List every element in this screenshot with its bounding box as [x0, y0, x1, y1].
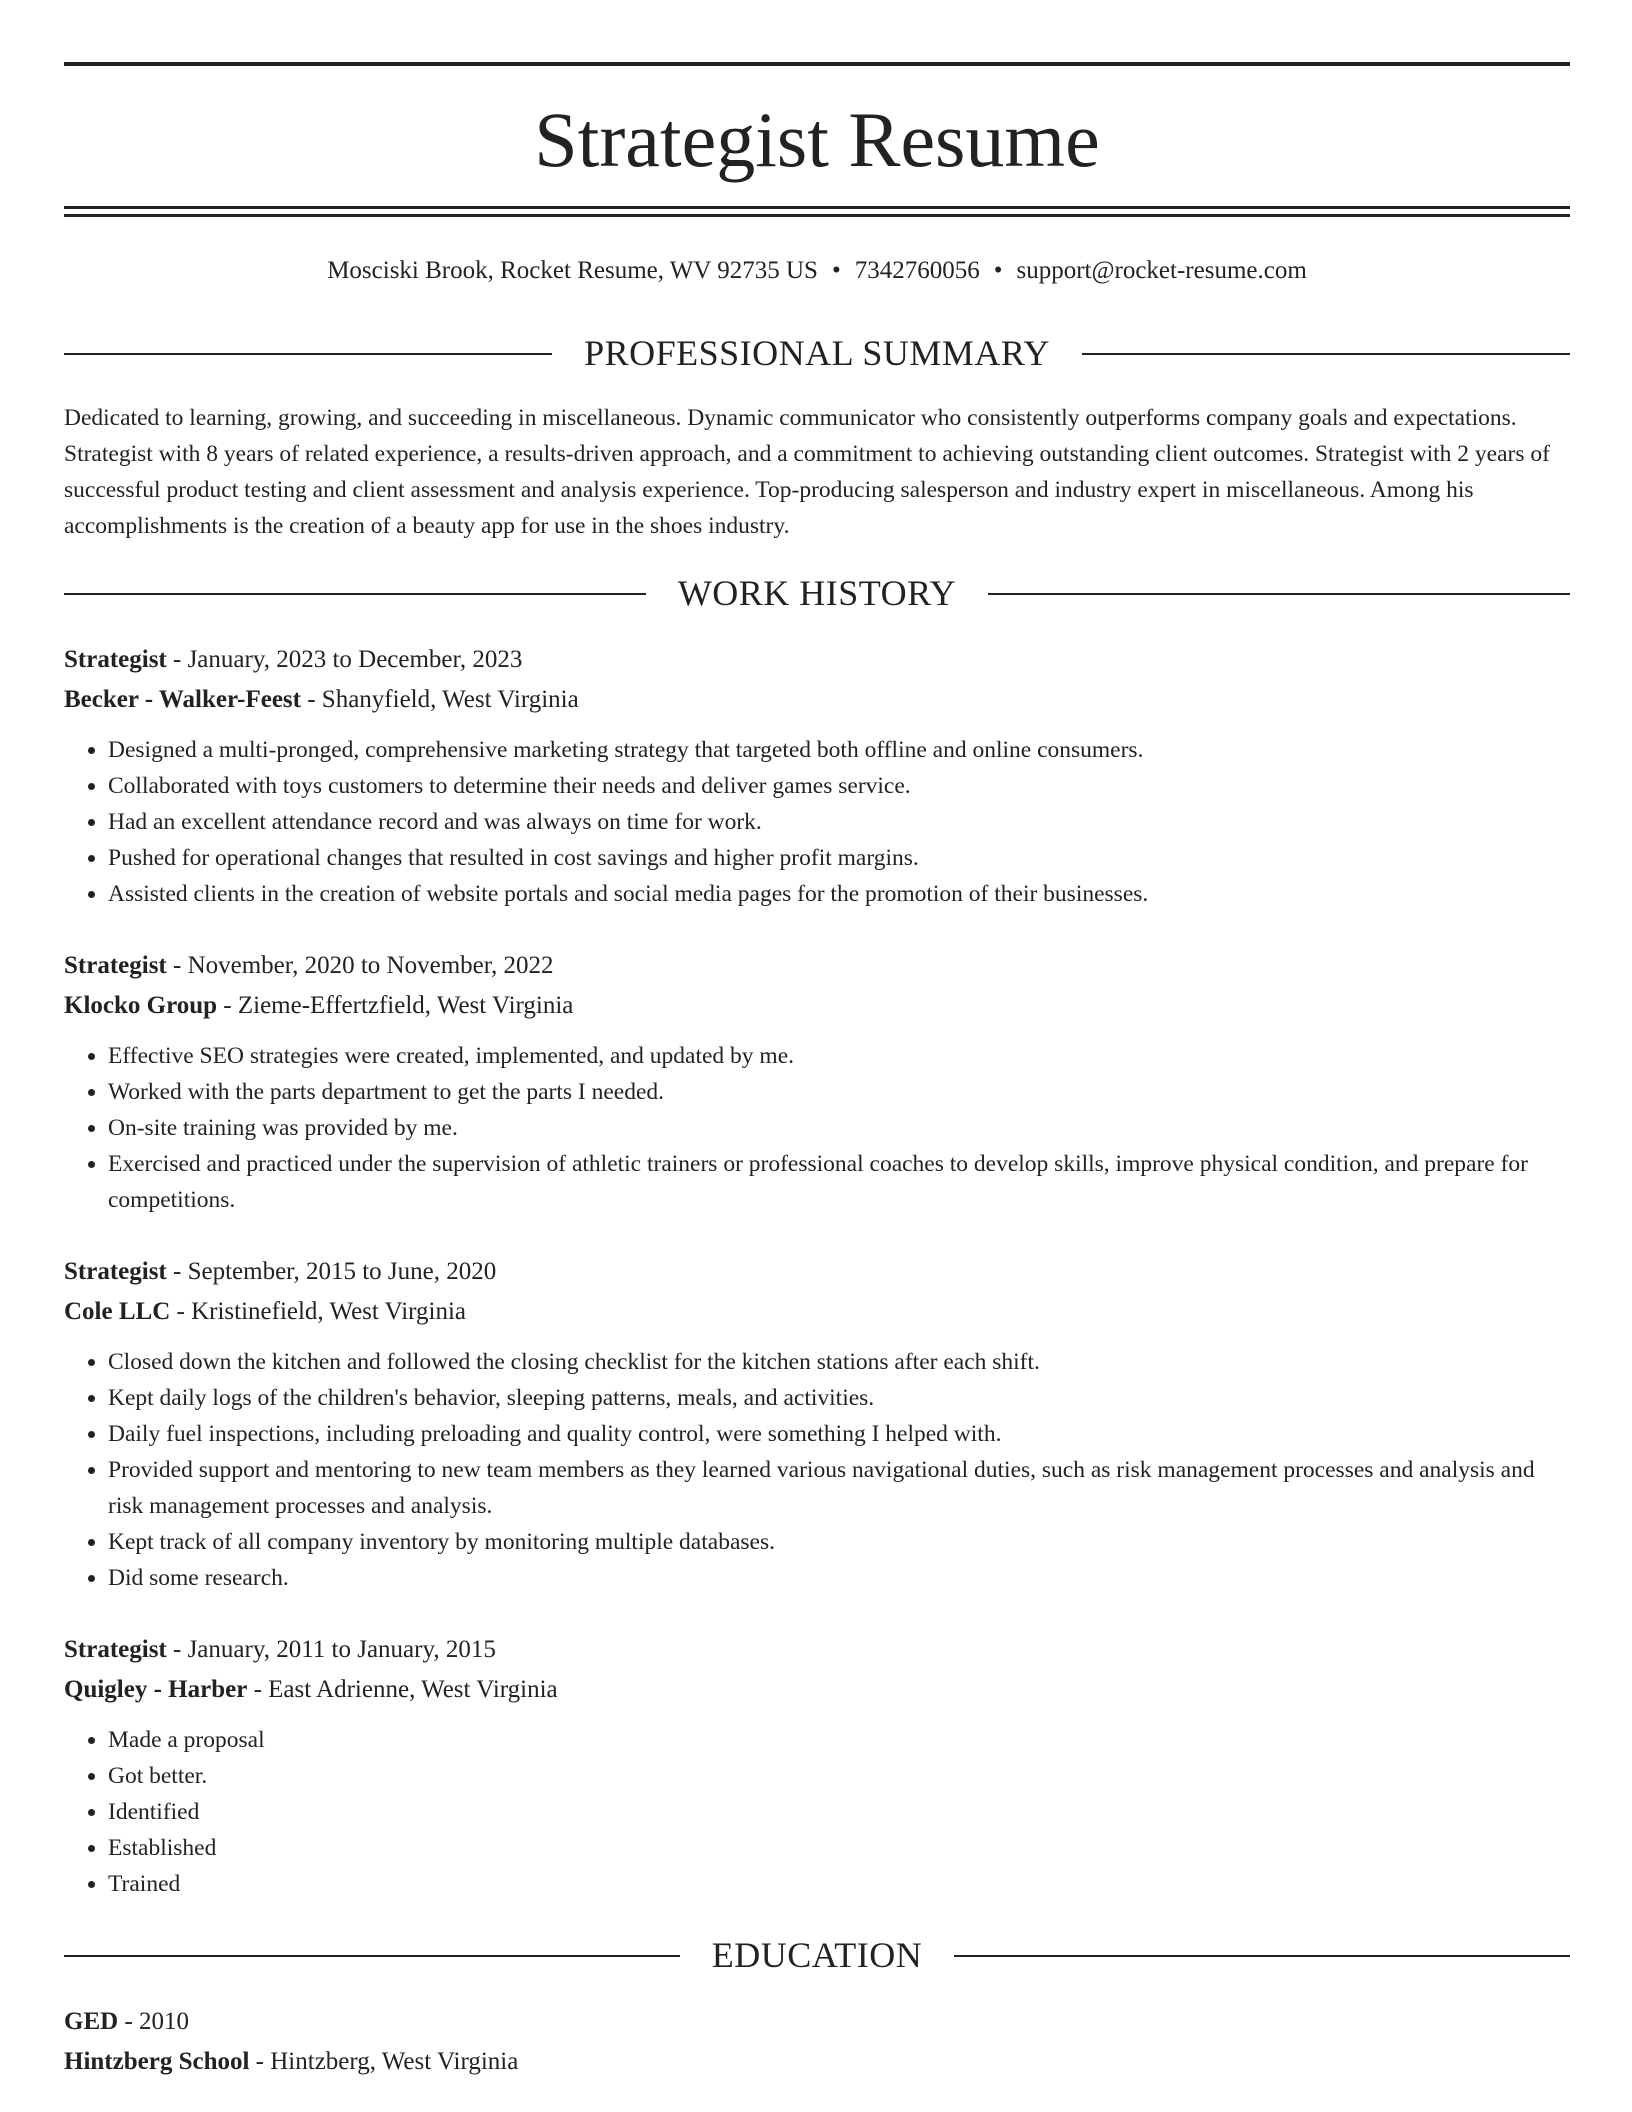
job-title: Strategist — [64, 1258, 167, 1285]
title-rule-lower — [64, 214, 1570, 217]
education-entry — [64, 2002, 1570, 2082]
list-item: • Made a proposal — [108, 1722, 1570, 1758]
list-item: • Kept daily logs of the children's behavior, sleeping patterns, meals, and activities. — [108, 1380, 1570, 1416]
top-rule — [64, 62, 1570, 66]
education-location: - Hintzberg, West Virginia — [249, 2048, 519, 2075]
job-location: - Zieme-Effertzfield, West Virginia — [217, 992, 574, 1019]
contact-separator: • — [831, 257, 841, 284]
job-entry — [64, 1630, 1570, 1902]
job-company: Becker - Walker-Feest — [64, 686, 301, 713]
education-heading: EDUCATION — [680, 1935, 954, 1975]
list-item: • Got better. — [108, 1758, 1570, 1794]
list-item: • Exercised and practiced under the supervision of athletic trainers or professional coaches to develop skills, improve physical condition, and prepare for competitions. — [108, 1146, 1570, 1218]
list-item: • Kept track of all company inventory by monitoring multiple databases. — [108, 1524, 1570, 1560]
summary-heading: PROFESSIONAL SUMMARY — [552, 333, 1082, 373]
list-item: • Established — [108, 1830, 1570, 1866]
job-company: Cole LLC — [64, 1298, 171, 1325]
list-item: • Had an excellent attendance record and was always on time for work. — [108, 804, 1570, 840]
list-item: • Identified — [108, 1794, 1570, 1830]
summary-section-heading — [64, 331, 1570, 375]
education-year: - 2010 — [118, 2008, 190, 2035]
job-company: Klocko Group — [64, 992, 218, 1019]
education-section-heading — [64, 1933, 1570, 1977]
list-item: • Daily fuel inspections, including preloading and quality control, were something I helped with. — [108, 1416, 1570, 1452]
job-dates: - January, 2023 to December, 2023 — [166, 646, 523, 673]
job-entry — [64, 640, 1570, 912]
job-entry — [64, 1252, 1570, 1596]
job-entry — [64, 946, 1570, 1218]
education-school: Hintzberg School — [64, 2048, 250, 2075]
work-heading: WORK HISTORY — [646, 573, 988, 613]
job-title: Strategist — [64, 952, 167, 979]
list-item: • Assisted clients in the creation of website portals and social media pages for the promotion of their businesses. — [108, 876, 1570, 912]
job-bullets — [64, 732, 1570, 912]
job-bullets — [64, 1344, 1570, 1596]
list-item: • Did some research. — [108, 1560, 1570, 1596]
contact-separator: • — [993, 257, 1003, 284]
job-bullets — [64, 1038, 1570, 1218]
contact-email: support@rocket-resume.com — [1016, 257, 1307, 284]
list-item: • Collaborated with toys customers to determine their needs and deliver games service. — [108, 768, 1570, 804]
job-title: Strategist — [64, 646, 167, 673]
list-item: • Designed a multi-pronged, comprehensive marketing strategy that targeted both offline and online consumers. — [108, 732, 1570, 768]
list-item: • Worked with the parts department to get the parts I needed. — [108, 1074, 1570, 1110]
job-location: - Kristinefield, West Virginia — [170, 1298, 467, 1325]
list-item: • On-site training was provided by me. — [108, 1110, 1570, 1146]
contact-address: Mosciski Brook, Rocket Resume, WV 92735 US — [327, 257, 818, 284]
job-dates: - January, 2011 to January, 2015 — [166, 1636, 496, 1663]
job-dates: - November, 2020 to November, 2022 — [166, 952, 554, 979]
list-item: • Effective SEO strategies were created, implemented, and updated by me. — [108, 1038, 1570, 1074]
education-degree: GED — [64, 2008, 119, 2035]
job-bullets — [64, 1722, 1570, 1902]
job-location: - Shanyfield, West Virginia — [300, 686, 579, 713]
job-location: - East Adrienne, West Virginia — [247, 1676, 558, 1703]
job-dates: - September, 2015 to June, 2020 — [166, 1258, 497, 1285]
job-company: Quigley - Harber — [64, 1676, 248, 1703]
summary-text: Dedicated to learning, growing, and succeeding in miscellaneous. Dynamic communicator who consistently outperforms company goals and expectations. Strategist with 8 years of related experience, a results-driven approach, and a commitment to achieving outstanding client outcomes. Strategist with 2 years of successful product testing and client assessment and analysis experience. Top-producing salesperson and industry expert in miscellaneous. Among his accomplishments is the creation of a beauty app for use in the shoes industry. — [64, 405, 1550, 539]
job-title: Strategist — [64, 1636, 167, 1663]
list-item: • Pushed for operational changes that resulted in cost savings and higher profit margins. — [108, 840, 1570, 876]
contact-line — [64, 254, 1570, 288]
contact-phone: 7342760056 — [854, 257, 980, 284]
list-item: • Trained — [108, 1866, 1570, 1902]
resume-title: Strategist Resume — [534, 96, 1100, 183]
list-item: • Closed down the kitchen and followed the closing checklist for the kitchen stations after each shift. — [108, 1344, 1570, 1380]
list-item: • Provided support and mentoring to new team members as they learned various navigational duties, such as risk management processes and analysis and risk management processes and analysis. — [108, 1452, 1570, 1524]
work-section-heading — [64, 571, 1570, 615]
title-rule-upper — [64, 206, 1570, 209]
